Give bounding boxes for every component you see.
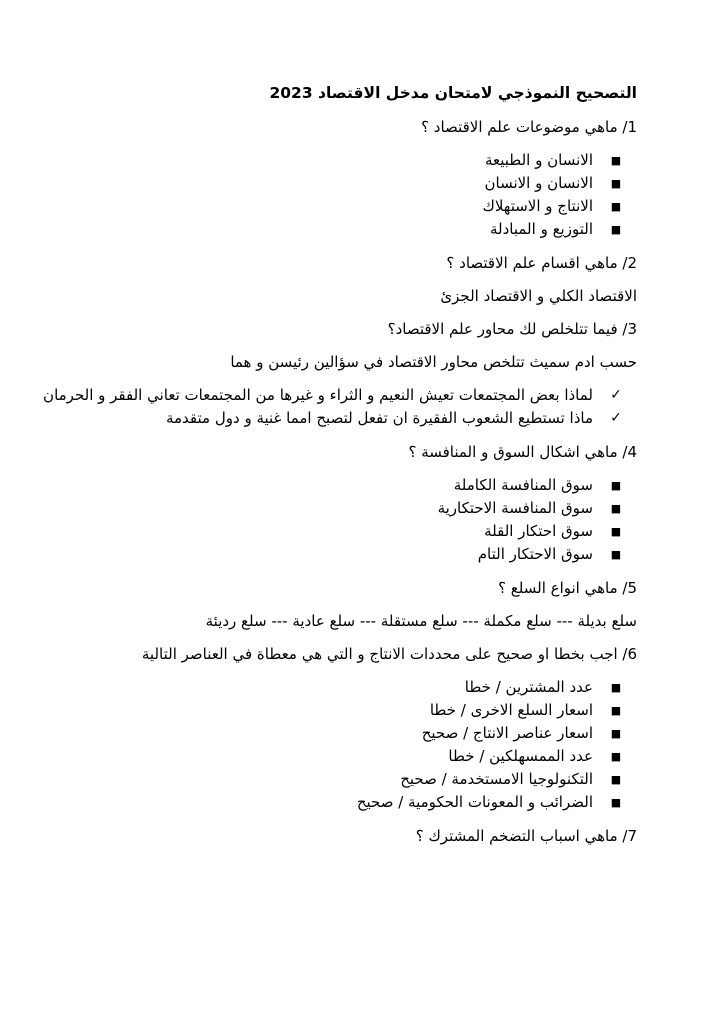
square-bullet-icon: ■ xyxy=(610,154,622,167)
question-6-list xyxy=(17,676,637,814)
list-item: ■ سوق المنافسة الاحتكارية xyxy=(17,497,637,520)
question-4-list xyxy=(17,474,637,566)
square-bullet-icon: ■ xyxy=(610,681,622,694)
square-bullet-icon: ■ xyxy=(610,750,622,763)
list-item: ■ اسعار عناصر الانتاج / صحيح xyxy=(17,722,637,745)
question-3-list xyxy=(0,384,637,430)
check-icon: ✓ xyxy=(610,387,622,403)
question-4: 4/ ماهي اشكال السوق و المنافسة ؟ xyxy=(408,443,637,461)
answer-5: سلع بديلة --- سلع مكملة --- سلع مستقلة --- سلع عادية --- سلع رديئة xyxy=(205,612,637,630)
list-item: ■ الانتاج و الاستهلاك xyxy=(17,195,637,218)
square-bullet-icon: ■ xyxy=(610,479,622,492)
square-bullet-icon: ■ xyxy=(610,177,622,190)
square-bullet-icon: ■ xyxy=(610,796,622,809)
check-icon: ✓ xyxy=(610,410,622,426)
list-item: ■ سوق الاحتكار التام xyxy=(17,543,637,566)
question-1-list xyxy=(17,149,637,241)
list-item: ■ الانسان و الانسان xyxy=(17,172,637,195)
square-bullet-icon: ■ xyxy=(610,727,622,740)
list-item: ✓ لماذا بعض المجتمعات تعيش النعيم و الثراء و غيرها من المجتمعات تعاني الفقر و الحرمان xyxy=(0,384,637,407)
question-3: 3/ فيما تتلخلص لك محاور علم الاقتصاد؟ xyxy=(387,320,637,338)
list-item: ■ عدد الممسهلكين / خطا xyxy=(17,745,637,768)
question-6: 6/ اجب بخطا او صحيح على محددات الانتاج و التي هي معطاة في العناصر التالية xyxy=(141,645,637,663)
answer-3-intro: حسب ادم سميث تتلخص محاور الاقتصاد في سؤالين رئيسن و هما xyxy=(230,353,637,371)
list-item: ■ الضرائب و المعونات الحكومية / صحيح xyxy=(17,791,637,814)
square-bullet-icon: ■ xyxy=(610,200,622,213)
document-title: التصحيح النموذجي لامتحان مدخل الاقتصاد 2023 xyxy=(269,84,637,102)
document-page xyxy=(17,82,637,858)
list-item: ■ سوق المنافسة الكاملة xyxy=(17,474,637,497)
list-item: ■ الانسان و الطبيعة xyxy=(17,149,637,172)
list-item: ■ اسعار السلع الاخرى / خطا xyxy=(17,699,637,722)
square-bullet-icon: ■ xyxy=(610,773,622,786)
question-2: 2/ ماهي اقسام علم الاقتصاد ؟ xyxy=(446,254,637,272)
question-5: 5/ ماهي انواع السلع ؟ xyxy=(498,579,637,597)
square-bullet-icon: ■ xyxy=(610,548,622,561)
list-item: ■ سوق احتكار القلة xyxy=(17,520,637,543)
question-7: 7/ ماهي اسباب التضخم المشترك ؟ xyxy=(415,827,637,845)
square-bullet-icon: ■ xyxy=(610,223,622,236)
square-bullet-icon: ■ xyxy=(610,704,622,717)
square-bullet-icon: ■ xyxy=(610,525,622,538)
list-item: ■ عدد المشترين / خطا xyxy=(17,676,637,699)
list-item: ✓ ماذا تستطيع الشعوب الفقيرة ان تفعل لتصبح امما غنية و دول متقدمة xyxy=(0,407,637,430)
square-bullet-icon: ■ xyxy=(610,502,622,515)
list-item: ■ التكنولوجيا الامستخدمة / صحيح xyxy=(17,768,637,791)
question-1: 1/ ماهي موضوعات علم الاقتصاد ؟ xyxy=(421,118,637,136)
list-item: ■ التوزيع و المبادلة xyxy=(17,218,637,241)
answer-2: الاقتصاد الكلي و الاقتصاد الجزئ xyxy=(440,287,637,305)
